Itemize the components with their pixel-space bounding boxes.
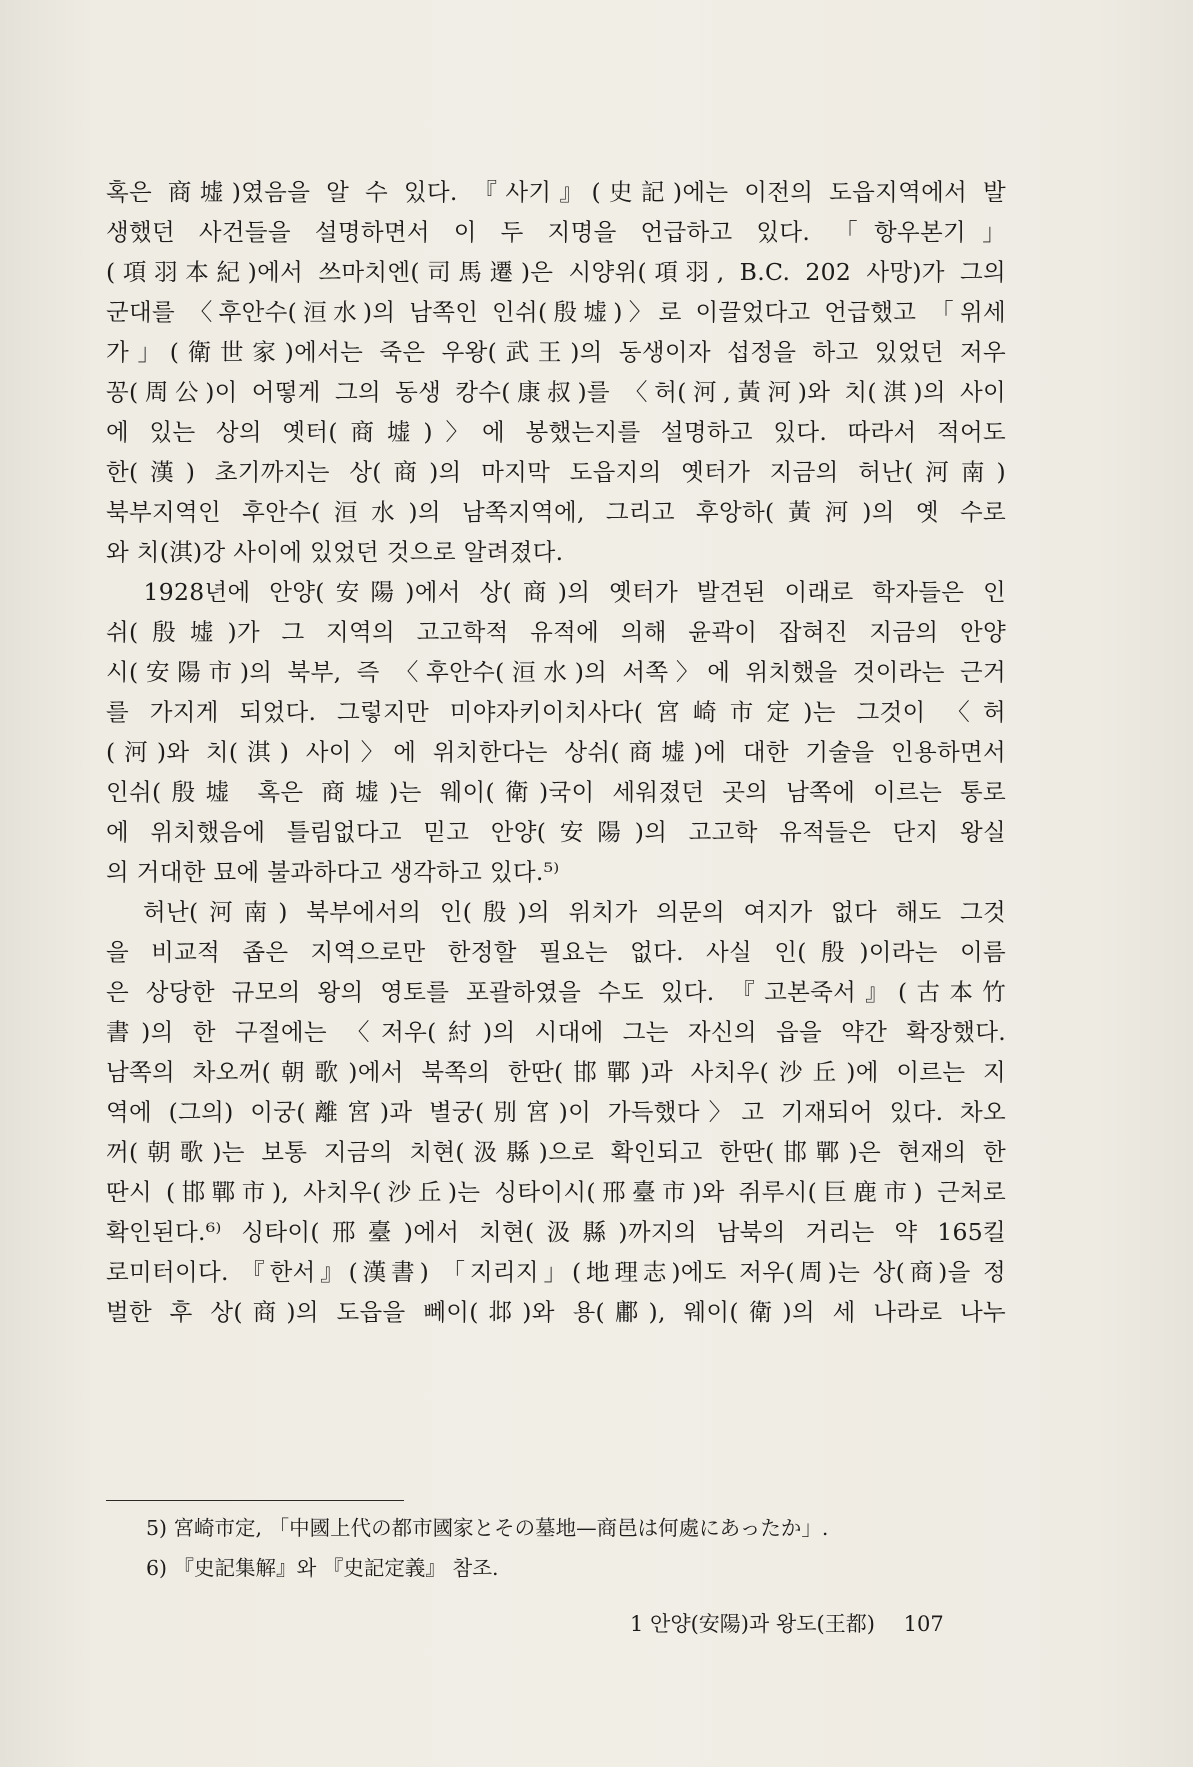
text-line: 가」(衛世家)에서는 죽은 우왕(武王)의 동생이자 섭정을 하고 있었던 저우 xyxy=(106,338,1006,366)
paragraph-3 xyxy=(106,892,1006,1332)
text-line: 딴시 (邯鄲市), 사치우(沙丘)는 싱타이시(邢臺市)와 쥐루시(巨鹿市) 근처로 xyxy=(106,1178,1006,1206)
paragraph-2 xyxy=(106,572,1006,892)
footnote-divider xyxy=(106,1500,404,1501)
text-line: 한(漢) 초기까지는 상(商)의 마지막 도읍지의 옛터가 지금의 허난(河南) xyxy=(106,458,1006,486)
text-line: 시(安陽市)의 북부, 즉 〈후안수(洹水)의 서쪽〉에 위치했을 것이라는 근거 xyxy=(106,658,1006,686)
footnote-6: 6) 『史記集解』와 『史記定義』 참조. xyxy=(146,1556,499,1580)
text-line: 생했던 사건들을 설명하면서 이 두 지명을 언급하고 있다. 「항우본기」 xyxy=(106,218,1006,246)
text-line: 확인된다.⁶⁾ 싱타이(邢臺)에서 치현(汲縣)까지의 남북의 거리는 약 165킬 xyxy=(106,1218,1006,1246)
footnotes xyxy=(146,1508,1006,1588)
paragraph-1 xyxy=(106,172,1006,572)
running-footer xyxy=(630,1604,990,1644)
text-line: 인쉬(殷墟 혹은 商墟)는 웨이(衛)국이 세워졌던 곳의 남쪽에 이르는 통로 xyxy=(106,778,1006,806)
text-line: 군대를 〈후안수(洹水)의 남쪽인 인쉬(殷墟)〉로 이끌었다고 언급했고 「위세 xyxy=(106,298,1006,326)
text-line: 혹은 商墟)였음을 알 수 있다. 『사기』(史記)에는 이전의 도읍지역에서 발 xyxy=(106,178,1006,206)
text-line: 꽁(周公)이 어떻게 그의 동생 캉수(康叔)를 〈허(河,黃河)와 치(淇)의 사이 xyxy=(106,378,1006,406)
text-line: 에 위치했음에 틀림없다고 믿고 안양(安陽)의 고고학 유적들은 단지 왕실 xyxy=(106,818,1006,846)
text-line: 벌한 후 상(商)의 도읍을 뻬이(邶)와 용(鄘), 웨이(衛)의 세 나라로 나누 xyxy=(106,1298,1006,1326)
chapter-title: 1 안양(安陽)과 왕도(王都) xyxy=(630,1612,875,1636)
body-text xyxy=(106,172,1006,1332)
text-line: 書)의 한 구절에는 〈저우(紂)의 시대에 그는 자신의 읍을 약간 확장했다. xyxy=(106,1018,1006,1046)
text-line: 남쪽의 차오꺼(朝歌)에서 북쪽의 한딴(邯鄲)과 사치우(沙丘)에 이르는 지 xyxy=(106,1058,1006,1086)
text-line: 을 비교적 좁은 지역으로만 한정할 필요는 없다. 사실 인(殷)이라는 이름 xyxy=(106,938,1006,966)
text-line: (河)와 치(淇) 사이〉에 위치한다는 상쉬(商墟)에 대한 기술을 인용하면서 xyxy=(106,738,1006,766)
text-line: (項羽本紀)에서 쓰마치엔(司馬遷)은 시양위(項羽, B.C. 202 사망)가 그의 xyxy=(106,258,1006,286)
text-line: 를 가지게 되었다. 그렇지만 미야자키이치사다(宮崎市定)는 그것이 〈허 xyxy=(106,698,1006,726)
text-line: 역에 (그의) 이궁(離宮)과 별궁(別宮)이 가득했다〉고 기재되어 있다. 차오 xyxy=(106,1098,1006,1126)
text-line: 로미터이다. 『한서』(漢書) 「지리지」(地理志)에도 저우(周)는 상(商)을 정 xyxy=(106,1258,1006,1286)
text-line: 은 상당한 규모의 왕의 영토를 포괄하였을 수도 있다. 『고본죽서』(古本竹 xyxy=(106,978,1006,1006)
text-line: 꺼(朝歌)는 보통 지금의 치현(汲縣)으로 확인되고 한딴(邯鄲)은 현재의 한 xyxy=(106,1138,1006,1166)
footnote-5: 5) 宮崎市定, 「中國上代の都市國家とその墓地—商邑は何處にあったか」. xyxy=(146,1516,829,1540)
text-line: 허난(河南) 북부에서의 인(殷)의 위치가 의문의 여지가 없다 해도 그것 xyxy=(106,898,1006,926)
text-line: 쉬(殷墟)가 그 지역의 고고학적 유적에 의해 윤곽이 잡혀진 지금의 안양 xyxy=(106,618,1006,646)
text-line: 1928년에 안양(安陽)에서 상(商)의 옛터가 발견된 이래로 학자들은 인 xyxy=(106,578,1006,606)
text-line: 와 치(淇)강 사이에 있었던 것으로 알려졌다. xyxy=(106,538,564,566)
page-number: 107 xyxy=(903,1612,944,1636)
text-line: 의 거대한 묘에 불과하다고 생각하고 있다.⁵⁾ xyxy=(106,858,560,886)
text-line: 에 있는 상의 옛터(商墟)〉에 봉했는지를 설명하고 있다. 따라서 적어도 xyxy=(106,418,1006,446)
text-line: 북부지역인 후안수(洹水)의 남쪽지역에, 그리고 후앙하(黃河)의 옛 수로 xyxy=(106,498,1006,526)
